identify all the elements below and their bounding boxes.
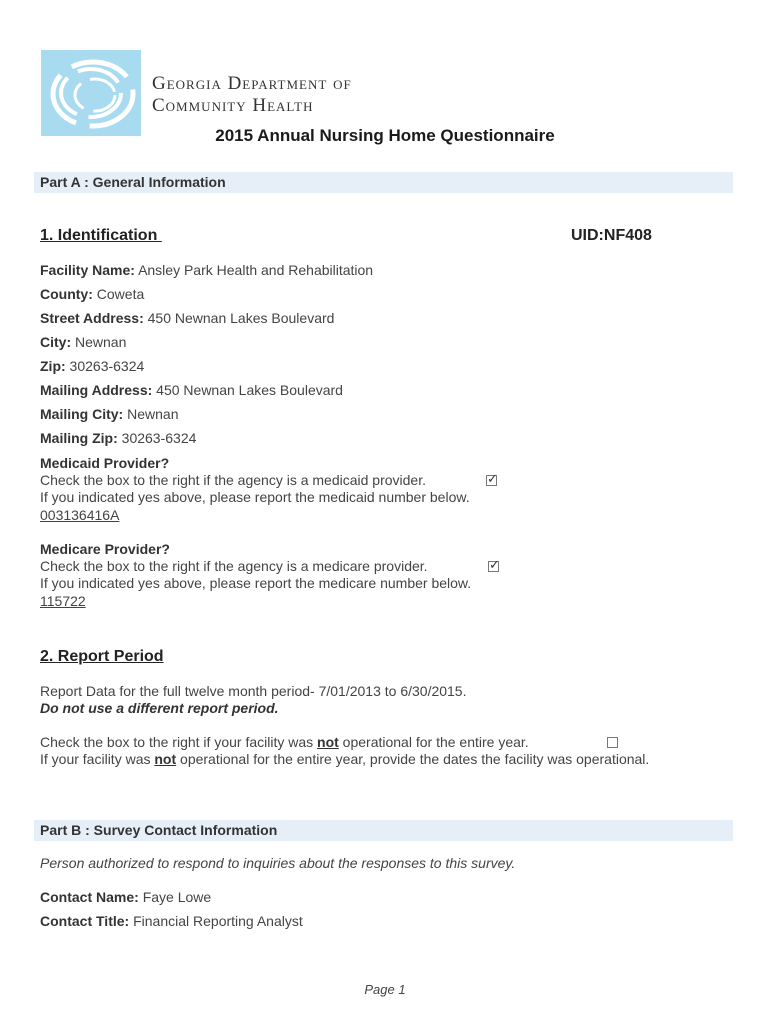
report-period-line2: Do not use a different report period. — [40, 700, 279, 716]
not-operational-check-text — [40, 734, 529, 751]
field-label: Mailing Address: — [40, 382, 153, 398]
page-number: Page 1 — [364, 982, 406, 997]
medicaid-number: 003136416A — [40, 507, 120, 523]
text-emphasis: not — [154, 751, 177, 767]
medicare-instruction: If you indicated yes above, please report the medicare number below. — [40, 575, 472, 591]
field-label: City: — [40, 334, 72, 350]
field-contact-title — [40, 913, 303, 930]
identification-heading: 1. Identification — [40, 227, 162, 244]
field-value: Newnan — [75, 334, 127, 350]
org-name-line1: Georgia Department of — [152, 73, 352, 94]
medicare-heading: Medicare Provider? — [40, 541, 170, 557]
text-emphasis: not — [317, 734, 339, 750]
field-label: Mailing City: — [40, 406, 124, 422]
field-label: Contact Name: — [40, 889, 139, 905]
medicare-number: 115722 — [40, 593, 86, 609]
field-mailing-address — [40, 382, 343, 399]
field-city — [40, 334, 126, 351]
part-a-bar: Part A : General Information — [34, 172, 733, 193]
medicaid-heading: Medicaid Provider? — [40, 455, 170, 471]
checkmark-icon: ✓ — [487, 471, 498, 486]
report-period-line1: Report Data for the full twelve month period- 7/01/2013 to 6/30/2015. — [40, 683, 467, 699]
medicaid-check-text: Check the box to the right if the agency is a medicaid provider. — [40, 472, 426, 488]
field-value: Newnan — [127, 406, 179, 422]
field-mailing-zip — [40, 430, 196, 447]
field-facility-name — [40, 262, 373, 279]
org-name — [152, 73, 352, 117]
checkmark-icon: ✓ — [489, 557, 500, 572]
report-period-heading: 2. Report Period — [40, 648, 164, 665]
text-part: operational for the entire year. — [338, 734, 529, 750]
medicare-checkbox[interactable] — [488, 557, 500, 572]
dch-logo-icon — [41, 50, 141, 136]
medicaid-checkbox[interactable] — [486, 471, 498, 486]
field-value: Coweta — [96, 286, 145, 302]
field-street-address — [40, 310, 334, 327]
field-label: Street Address: — [40, 310, 144, 326]
medicaid-instruction: If you indicated yes above, please report the medicaid number below. — [40, 489, 470, 505]
contact-note: Person authorized to respond to inquiries about the responses to this survey. — [40, 855, 516, 871]
text-part: Check the box to the right if your facility was — [40, 734, 318, 750]
field-value: Faye Lowe — [142, 889, 212, 905]
field-label: Mailing Zip: — [40, 430, 118, 446]
field-contact-name — [40, 889, 211, 906]
not-operational-checkbox[interactable] — [607, 737, 618, 748]
field-value: 30263-6324 — [69, 358, 145, 374]
part-b-bar: Part B : Survey Contact Information — [34, 820, 733, 841]
field-zip — [40, 358, 144, 375]
field-value: 450 Newnan Lakes Boulevard — [156, 382, 343, 398]
org-name-line2: Community Health — [152, 95, 314, 116]
field-label: Facility Name: — [40, 262, 135, 278]
field-mailing-city — [40, 406, 179, 423]
uid-label: UID:NF408 — [571, 227, 652, 244]
field-value: Financial Reporting Analyst — [133, 913, 303, 929]
field-county — [40, 286, 144, 303]
dch-logo — [41, 50, 141, 136]
text-part: If your facility was — [40, 751, 155, 767]
field-label: Zip: — [40, 358, 66, 374]
field-value: 30263-6324 — [121, 430, 197, 446]
field-value: 450 Newnan Lakes Boulevard — [147, 310, 335, 326]
field-value: Ansley Park Health and Rehabilitation — [138, 262, 374, 278]
document-title: 2015 Annual Nursing Home Questionnaire — [215, 126, 555, 145]
medicare-check-text: Check the box to the right if the agency is a medicare provider. — [40, 558, 428, 574]
field-label: County: — [40, 286, 93, 302]
operational-dates-instruction — [40, 751, 649, 768]
field-label: Contact Title: — [40, 913, 130, 929]
text-part: operational for the entire year, provide the dates the facility was operational. — [176, 751, 650, 767]
